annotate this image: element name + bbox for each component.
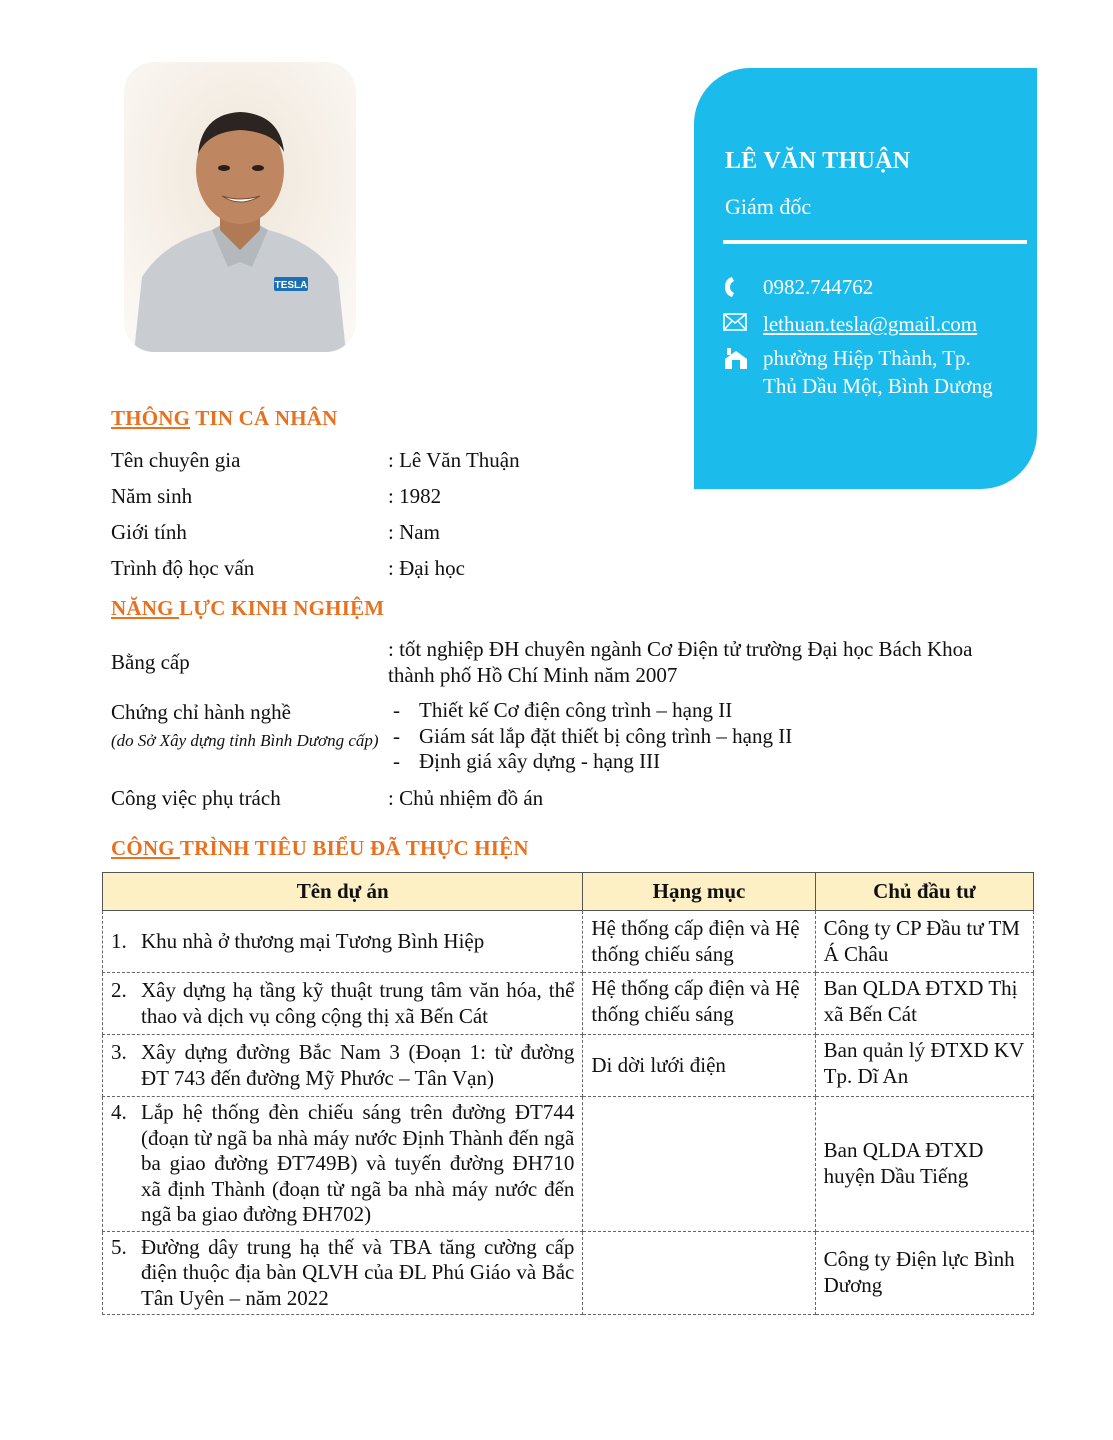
certificate-note: (do Sở Xây dựng tỉnh Bình Dương cấp) [111, 731, 379, 750]
experience-heading: NĂNG LỰC KINH NGHIỆM [111, 596, 385, 620]
phone-row [723, 273, 873, 301]
address-row [723, 344, 993, 400]
projects-heading: CÔNG TRÌNH TIÊU BIỂU ĐÃ THỰC HIỆN [111, 836, 529, 860]
address-line-2: Thủ Dầu Một, Bình Dương [763, 374, 993, 398]
personal-value: : Lê Văn Thuận [388, 448, 520, 472]
personal-value: : Nam [388, 520, 440, 544]
personal-label: Tên chuyên gia [111, 448, 241, 472]
svg-text:TESLA: TESLA [274, 280, 308, 291]
email-row [723, 310, 977, 338]
list-item: - Thiết kế Cơ điện công trình – hạng II [393, 698, 733, 722]
column-header-owner: Chủ đầu tư [815, 873, 1033, 911]
personal-label: Trình độ học vấn [111, 556, 255, 580]
contact-card [694, 68, 1037, 489]
list-item: - Giám sát lắp đặt thiết bị công trình – hạng II [393, 723, 793, 748]
personal-value: : Đại học [388, 556, 465, 580]
certificate-label: Chứng chỉ hành nghề [111, 700, 291, 724]
card-divider [723, 240, 1027, 244]
job-value: : Chủ nhiệm đồ án [388, 786, 544, 810]
personal-label: Giới tính [111, 520, 187, 544]
location-icon [723, 344, 763, 400]
degree-label: Bằng cấp [111, 650, 190, 674]
personal-label: Năm sinh [111, 484, 193, 508]
phone-icon [723, 273, 763, 301]
projects-table [102, 872, 1034, 1315]
column-header-scope: Hạng mục [583, 873, 815, 911]
address-line-1: phường Hiệp Thành, Tp. [763, 346, 971, 370]
personal-info-heading: THÔNG TIN CÁ NHÂN [111, 406, 338, 430]
table-row: 4. Lắp hệ thống đèn chiếu sáng trên đường ĐT744 (đoạn từ ngã ba nhà máy nước Định Thành đến ngã ba giao đường ĐT749B) và tuyến đường ĐH710 xã định Thành (đoạn từ ngã ba nhà máy nước đến ngã ba giao đường ĐH702) Ban QLDA ĐTXD huyện Dầu Tiếng [103, 1097, 1034, 1232]
table-header-row [103, 873, 1034, 911]
email-link[interactable]: lethuan.tesla@gmail.com [763, 312, 978, 336]
mail-icon [723, 310, 763, 338]
list-item: - Định giá xây dựng - hạng III [393, 749, 661, 773]
table-row: 2. Xây dựng hạ tầng kỹ thuật trung tâm văn hóa, thể thao và dịch vụ công cộng thị xã Bến Cát Hệ thống cấp điện và Hệ thống chiếu sáng Ban QLDA ĐTXD Thị xã Bến Cát [103, 973, 1034, 1035]
personal-value: : 1982 [388, 484, 442, 508]
certificate-list [393, 698, 792, 775]
profile-photo [124, 62, 356, 352]
table-row: 5. Đường dây trung hạ thế và TBA tăng cường cấp điện thuộc địa bàn QLVH của ĐL Phú Giáo và Bắc Tân Uyên – năm 2022 Công ty Điện lực Bình Dương [103, 1231, 1034, 1315]
phone-number[interactable]: 0982.744762 [763, 275, 874, 299]
person-name: LÊ VĂN THUẬN [725, 148, 911, 174]
person-title: Giám đốc [725, 194, 812, 219]
table-row: 1. Khu nhà ở thương mại Tương Bình Hiệp Hệ thống cấp điện và Hệ thống chiếu sáng Công ty CP Đầu tư TM Á Châu [103, 911, 1034, 973]
column-header-project: Tên dự án [103, 873, 583, 911]
degree-value: : tốt nghiệp ĐH chuyên ngành Cơ Điện tử trường Đại học Bách Khoa thành phố Hồ Chí Minh năm 2007 [388, 637, 973, 687]
job-label: Công việc phụ trách [111, 786, 281, 810]
table-row: 3. Xây dựng đường Bắc Nam 3 (Đoạn 1: từ đường ĐT 743 đến đường Mỹ Phước – Tân Vạn) Di dời lưới điện Ban quản lý ĐTXD KV Tp. Dĩ An [103, 1035, 1034, 1097]
